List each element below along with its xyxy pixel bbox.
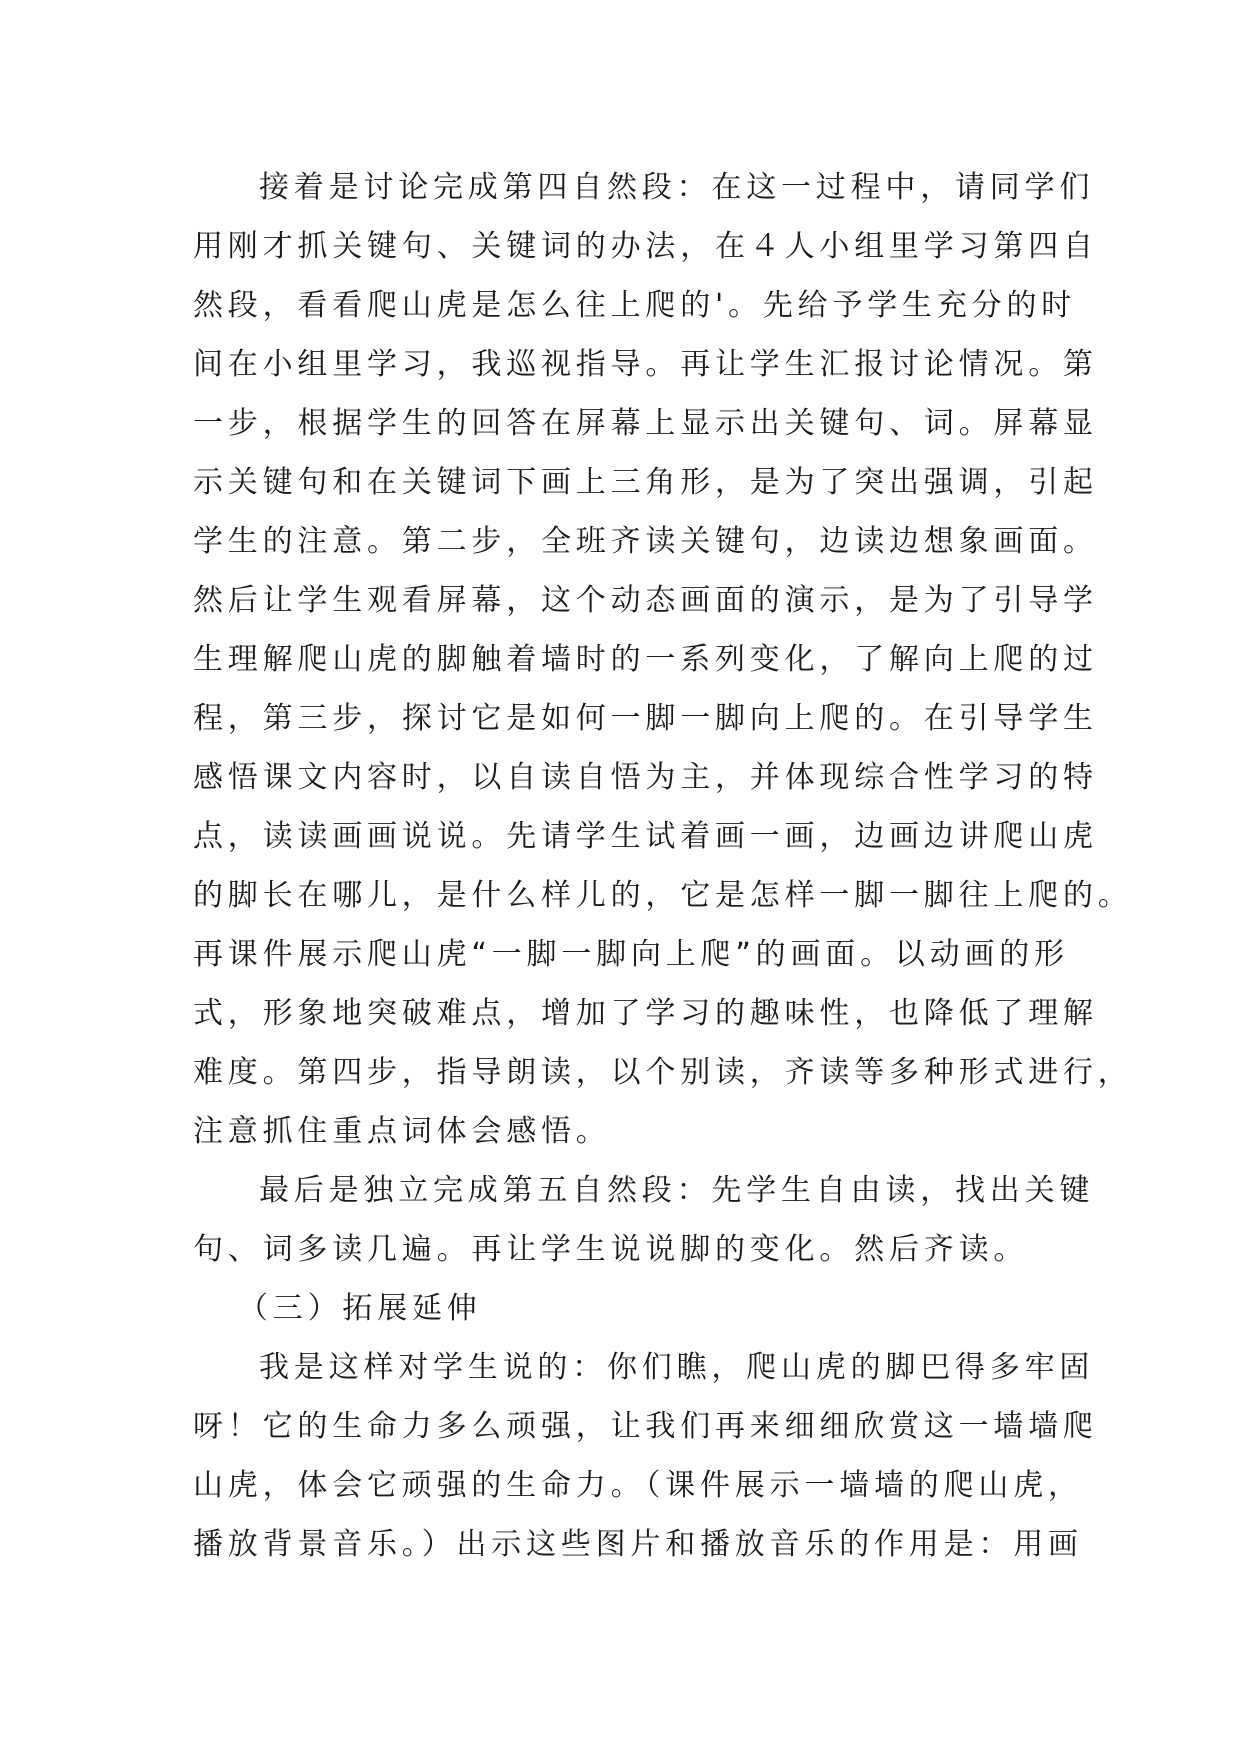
text-line: 接着是讨论完成第四自然段：在这一过程中，请同学们 <box>259 170 1095 205</box>
text-line: 示关键句和在关键词下画上三角形，是为了突出强调，引起 <box>193 465 1098 500</box>
text-line: 的脚长在哪儿，是什么样儿的，它是怎样一脚一脚往上爬的。 <box>193 878 1133 913</box>
text-line: 我是这样对学生说的：你们瞧，爬山虎的脚巴得多牢固 <box>259 1350 1095 1385</box>
text-line: 句、词多读几遍。再让学生说说脚的变化。然后齐读。 <box>193 1232 1029 1267</box>
text-line: 学生的注意。第二步，全班齐读关键句，边读边想象画面。 <box>193 524 1098 559</box>
text-line: 山虎，体会它顽强的生命力。（课件展示一墙墙的爬山虎， <box>193 1468 1083 1503</box>
body-text <box>193 158 1133 1574</box>
text-line: 用刚才抓关键句、关键词的办法，在４人小组里学习第四自 <box>193 229 1098 264</box>
text-line: 注意抓住重点词体会感悟。 <box>193 1114 611 1149</box>
text-line: 难度。第四步，指导朗读，以个别读，齐读等多种形式进行， <box>193 1055 1133 1090</box>
section-heading: （三）拓展延伸 <box>238 1291 482 1326</box>
text-line: 点，读读画画说说。先请学生试着画一画，边画边讲爬山虎 <box>193 819 1098 854</box>
text-line: 再课件展示爬山虎“一脚一脚向上爬”的画面。以动画的形 <box>193 937 1069 972</box>
text-line: 间在小组里学习，我巡视指导。再让学生汇报讨论情况。第 <box>193 347 1098 382</box>
text-line: 生理解爬山虎的脚触着墙时的一系列变化，了解向上爬的过 <box>193 642 1098 677</box>
text-line: 一步，根据学生的回答在屏幕上显示出关键句、词。屏幕显 <box>193 406 1098 441</box>
text-line: 最后是独立完成第五自然段：先学生自由读，找出关键 <box>259 1173 1095 1208</box>
text-line: 式，形象地突破难点，增加了学习的趣味性，也降低了理解 <box>193 996 1098 1031</box>
text-line: 然后让学生观看屏幕，这个动态画面的演示，是为了引导学 <box>193 583 1098 618</box>
text-line: 呀！它的生命力多么顽强，让我们再来细细欣赏这一墙墙爬 <box>193 1409 1098 1444</box>
text-line: 然段，看看爬山虎是怎么往上爬的'。先给予学生充分的时 <box>193 288 1077 323</box>
text-line: 播放背景音乐。）出示这些图片和播放音乐的作用是：用画 <box>193 1527 1083 1562</box>
text-line: 程，第三步，探讨它是如何一脚一脚向上爬的。在引导学生 <box>193 701 1098 736</box>
text-line: 感悟课文内容时，以自读自悟为主，并体现综合性学习的特 <box>193 760 1098 795</box>
